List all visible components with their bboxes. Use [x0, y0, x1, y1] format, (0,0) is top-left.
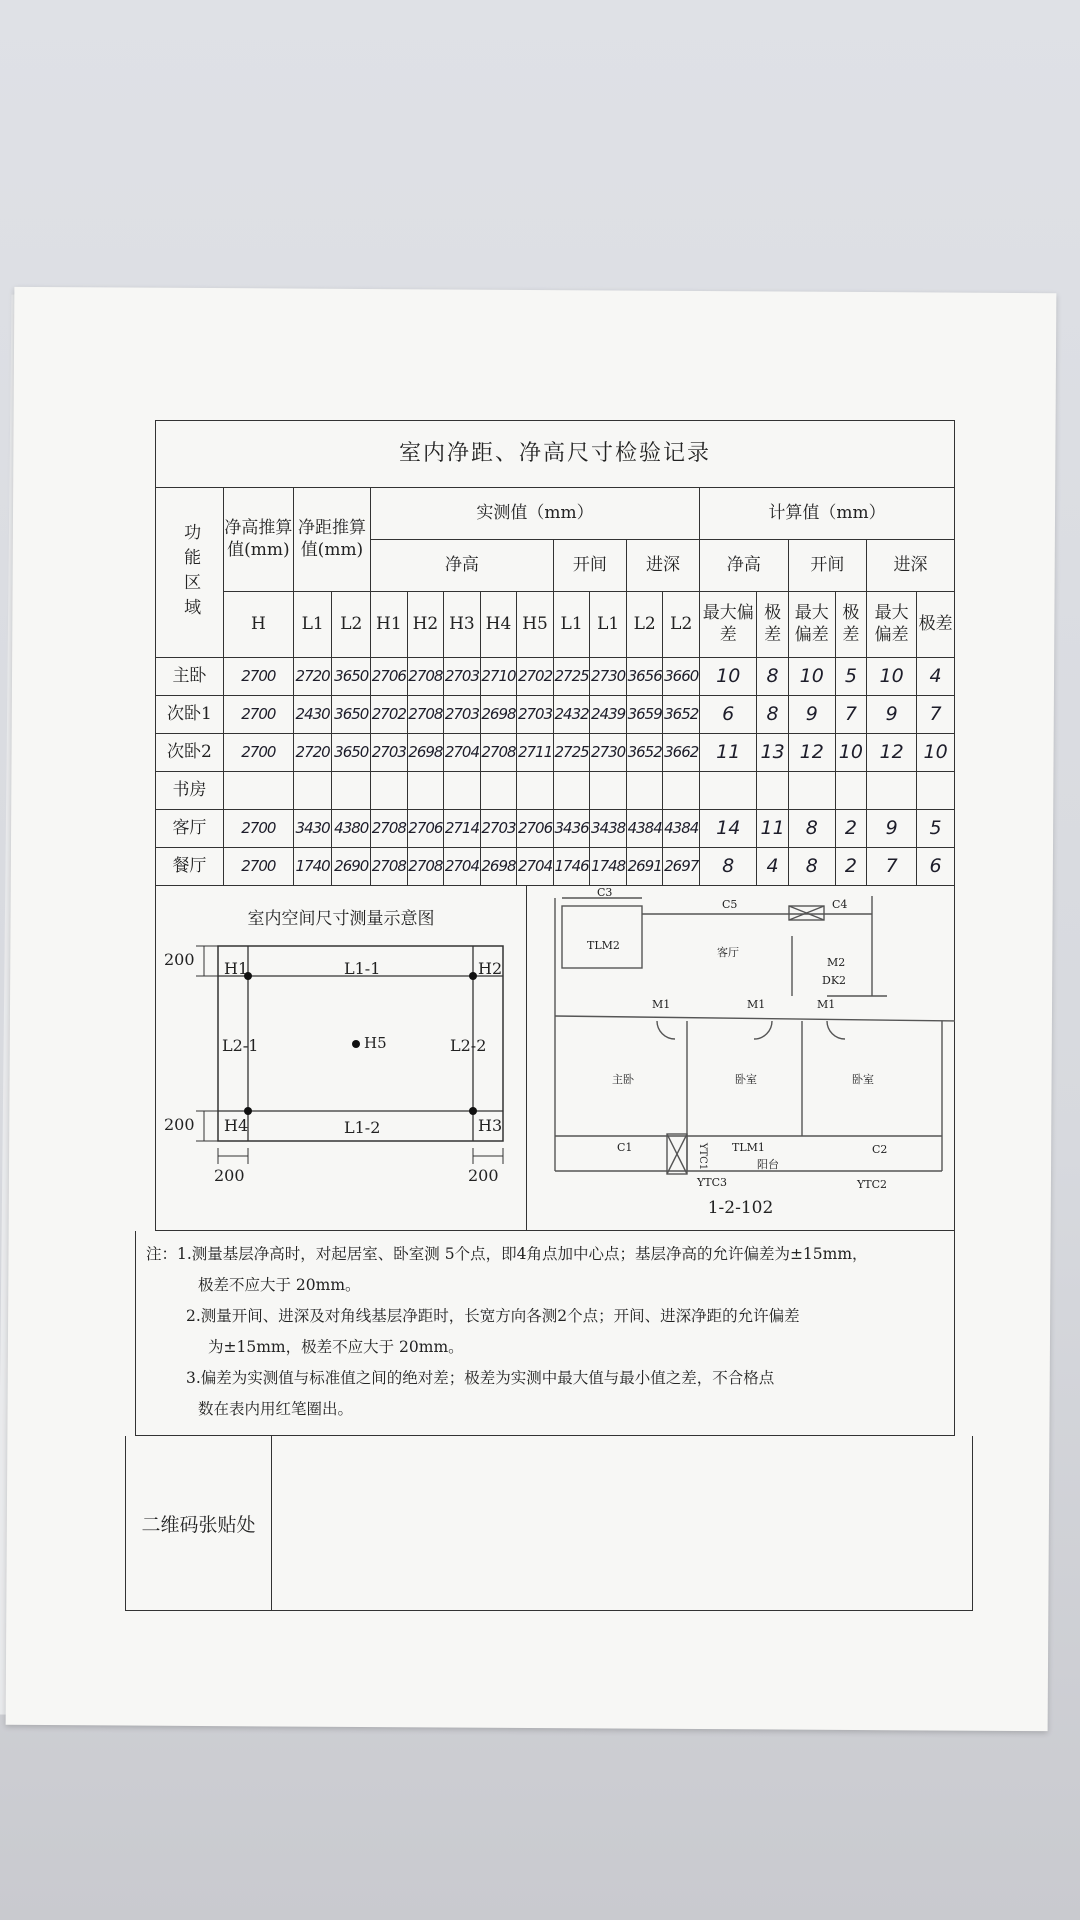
cell-h5: 2704 [517, 848, 554, 886]
cell-ml2a: 2691 [626, 848, 663, 886]
table-row [156, 848, 955, 886]
cell-h4 [480, 772, 517, 810]
cell-h2: 2708 [407, 658, 444, 696]
table-row [156, 772, 955, 810]
note-1-cont: 极差不应大于 20mm。 [198, 1276, 361, 1294]
fp-label-m1c: M1 [817, 998, 836, 1011]
fp-label-living: 客厅 [717, 946, 739, 959]
floor-plan [527, 886, 954, 1230]
header-b-max: 最大偏差 [788, 592, 835, 658]
label-l1-2: L1-2 [344, 1118, 381, 1137]
cell-dmax: 7 [867, 848, 917, 886]
cell-hmax: 8 [700, 848, 757, 886]
cell-h: 2700 [223, 734, 293, 772]
cell-dmax: 10 [867, 658, 917, 696]
header-H2: H2 [407, 592, 444, 658]
qr-paste-area [272, 1436, 972, 1610]
dim-200-left: 200 [214, 1166, 245, 1185]
cell-ml1b: 3438 [590, 810, 627, 848]
header-H4: H4 [480, 592, 517, 658]
header-L2: L2 [332, 592, 371, 658]
fp-label-dk2: DK2 [822, 974, 847, 987]
header-dist-est: 净距推算值(mm) [293, 488, 370, 592]
cell-l2: 4380 [332, 810, 371, 848]
header-L1: L1 [293, 592, 332, 658]
cell-ml1b: 2730 [590, 658, 627, 696]
cell-h3: 2704 [444, 734, 481, 772]
cell-h5: 2706 [517, 810, 554, 848]
cell-h4: 2710 [480, 658, 517, 696]
cell-ml2b: 3660 [663, 658, 700, 696]
table-row [156, 734, 955, 772]
cell-h3 [444, 772, 481, 810]
cell-ml1b: 2730 [590, 734, 627, 772]
cell-l1 [293, 772, 332, 810]
row-area-label: 客厅 [156, 810, 224, 848]
cell-ml1a: 1746 [553, 848, 590, 886]
cell-hmax [700, 772, 757, 810]
cell-ml2b [663, 772, 700, 810]
cell-hmax: 11 [700, 734, 757, 772]
note-3-cont: 数在表内用红笔圈出。 [198, 1400, 354, 1418]
cell-dmax: 12 [867, 734, 917, 772]
floor-plan-svg [527, 886, 955, 1231]
cell-brange: 7 [835, 696, 866, 734]
row-area-label: 书房 [156, 772, 224, 810]
inspection-form [141, 420, 955, 1611]
fp-label-c4: C4 [832, 898, 848, 911]
label-h2: H2 [478, 959, 503, 978]
cell-drange: 7 [917, 696, 955, 734]
dim-200-top: 200 [164, 950, 195, 969]
row-area-label: 主卧 [156, 658, 224, 696]
note-2: 2.测量开间、进深及对角线基层净距时，长宽方向各测2个点；开间、进深净距的允许偏差 [186, 1307, 800, 1325]
label-h4: H4 [224, 1116, 249, 1135]
header-bay: 开间 [553, 540, 626, 592]
cell-h: 2700 [223, 848, 293, 886]
cell-bmax: 10 [788, 658, 835, 696]
measurement-diagram [156, 886, 527, 1230]
fp-label-c2: C2 [872, 1143, 888, 1156]
cell-drange: 4 [917, 658, 955, 696]
row-area-label: 次卧1 [156, 696, 224, 734]
cell-h1: 2708 [371, 810, 408, 848]
qr-label: 二维码张贴处 [126, 1436, 272, 1610]
cell-hmax: 6 [700, 696, 757, 734]
cell-brange [835, 772, 866, 810]
cell-h5: 2711 [517, 734, 554, 772]
header-measured: 实测值（mm） [371, 488, 700, 540]
cell-h4: 2703 [480, 810, 517, 848]
cell-h4: 2698 [480, 696, 517, 734]
cell-ml2a: 4384 [626, 810, 663, 848]
fp-label-c1: C1 [617, 1141, 633, 1154]
cell-ml1a: 2432 [553, 696, 590, 734]
fp-label-master: 主卧 [612, 1073, 634, 1086]
cell-ml1a: 2725 [553, 734, 590, 772]
fp-label-c5: C5 [722, 898, 738, 911]
cell-h2: 2708 [407, 848, 444, 886]
header-net-height: 净高 [371, 540, 554, 592]
cell-h4: 2708 [480, 734, 517, 772]
notes-section [135, 1231, 955, 1436]
cell-l2: 3650 [332, 696, 371, 734]
label-h5: H5 [364, 1034, 387, 1052]
cell-h1: 2706 [371, 658, 408, 696]
cell-drange: 6 [917, 848, 955, 886]
cell-hrange: 4 [757, 848, 788, 886]
cell-hrange: 8 [757, 696, 788, 734]
cell-ml2a: 3652 [626, 734, 663, 772]
header-m-L2b: L2 [663, 592, 700, 658]
label-l2-2: L2-2 [450, 1036, 487, 1055]
cell-h1: 2708 [371, 848, 408, 886]
cell-hrange: 8 [757, 658, 788, 696]
row-area-label: 餐厅 [156, 848, 224, 886]
header-depth: 进深 [626, 540, 699, 592]
cell-h3: 2703 [444, 696, 481, 734]
note-1: 注：1.测量基层净高时，对起居室、卧室测 5个点，即4角点加中心点；基层净高的允许偏差为±15mm， [146, 1245, 868, 1263]
cell-brange: 2 [835, 848, 866, 886]
fp-label-tlm1: TLM1 [732, 1141, 765, 1154]
cell-dmax: 9 [867, 696, 917, 734]
diagram-title: 室内空间尺寸测量示意图 [247, 909, 435, 929]
cell-h1: 2702 [371, 696, 408, 734]
header-H1: H1 [371, 592, 408, 658]
cell-l2: 3650 [332, 658, 371, 696]
cell-dmax [867, 772, 917, 810]
cell-h4: 2698 [480, 848, 517, 886]
cell-brange: 10 [835, 734, 866, 772]
cell-hmax: 10 [700, 658, 757, 696]
header-area: 功能区域 [156, 488, 224, 658]
header-calc-depth: 进深 [867, 540, 955, 592]
cell-ml2a: 3659 [626, 696, 663, 734]
cell-drange: 5 [917, 810, 955, 848]
fp-label-ytc2: YTC2 [857, 1178, 888, 1191]
cell-h: 2700 [223, 658, 293, 696]
cell-h5: 2702 [517, 658, 554, 696]
label-h1: H1 [224, 959, 249, 978]
form-title: 室内净距、净高尺寸检验记录 [156, 421, 955, 488]
cell-l1: 1740 [293, 848, 332, 886]
fp-label-m1a: M1 [652, 998, 671, 1011]
fp-label-ytc3: YTC3 [697, 1176, 728, 1189]
header-d-range: 极差 [917, 592, 955, 658]
cell-ml2b: 3662 [663, 734, 700, 772]
fp-label-bedroom-a: 卧室 [735, 1073, 757, 1086]
cell-dmax: 9 [867, 810, 917, 848]
floor-plan-caption: 1-2-102 [707, 1198, 774, 1218]
cell-ml1a: 2725 [553, 658, 590, 696]
header-h-range: 极差 [757, 592, 788, 658]
label-h3: H3 [478, 1116, 503, 1135]
note-2-cont: 为±15mm，极差不应大于 20mm。 [208, 1338, 464, 1356]
cell-h1 [371, 772, 408, 810]
cell-brange: 5 [835, 658, 866, 696]
cell-h3: 2704 [444, 848, 481, 886]
cell-drange [917, 772, 955, 810]
label-l2-1: L2-1 [222, 1036, 259, 1055]
header-calc-bay: 开间 [788, 540, 866, 592]
cell-l1: 2720 [293, 658, 332, 696]
cell-ml1b: 1748 [590, 848, 627, 886]
cell-bmax: 8 [788, 810, 835, 848]
cell-bmax: 12 [788, 734, 835, 772]
cell-ml2b: 2697 [663, 848, 700, 886]
header-m-L1b: L1 [590, 592, 627, 658]
cell-l1: 3430 [293, 810, 332, 848]
header-H3: H3 [444, 592, 481, 658]
header-H: H [223, 592, 293, 658]
fp-label-m2: M2 [827, 956, 846, 969]
cell-l1: 2430 [293, 696, 332, 734]
fp-label-bedroom-b: 卧室 [852, 1073, 874, 1086]
dim-200-bottom: 200 [164, 1115, 195, 1134]
header-d-max: 最大偏差 [867, 592, 917, 658]
fp-label-c3: C3 [597, 886, 613, 899]
cell-h2 [407, 772, 444, 810]
cell-h [223, 772, 293, 810]
cell-l2: 2690 [332, 848, 371, 886]
cell-hrange: 11 [757, 810, 788, 848]
header-b-range: 极差 [835, 592, 866, 658]
cell-ml1b: 2439 [590, 696, 627, 734]
cell-h3: 2714 [444, 810, 481, 848]
diagram-section [155, 886, 955, 1231]
cell-ml2a [626, 772, 663, 810]
cell-ml1a [553, 772, 590, 810]
fp-label-ytc1: YTC1 [697, 1142, 709, 1171]
cell-h5 [517, 772, 554, 810]
dim-200-right: 200 [468, 1166, 499, 1185]
note-3: 3.偏差为实测值与标准值之间的绝对差；极差为实测中最大值与最小值之差，不合格点 [186, 1369, 775, 1387]
cell-bmax: 9 [788, 696, 835, 734]
row-area-label: 次卧2 [156, 734, 224, 772]
record-table [155, 420, 955, 886]
cell-brange: 2 [835, 810, 866, 848]
qr-section [125, 1436, 973, 1611]
header-h-max: 最大偏差 [700, 592, 757, 658]
header-H5: H5 [517, 592, 554, 658]
cell-ml2a: 3656 [626, 658, 663, 696]
cell-bmax [788, 772, 835, 810]
cell-h: 2700 [223, 696, 293, 734]
header-height-est: 净高推算值(mm) [223, 488, 293, 592]
cell-ml1a: 3436 [553, 810, 590, 848]
table-row [156, 658, 955, 696]
cell-h1: 2703 [371, 734, 408, 772]
fp-label-balcony: 阳台 [757, 1158, 779, 1171]
header-m-L1a: L1 [553, 592, 590, 658]
cell-l1: 2720 [293, 734, 332, 772]
cell-l2: 3650 [332, 734, 371, 772]
header-computed: 计算值（mm） [700, 488, 955, 540]
cell-bmax: 8 [788, 848, 835, 886]
table-row [156, 810, 955, 848]
cell-h2: 2706 [407, 810, 444, 848]
header-calc-net-height: 净高 [700, 540, 789, 592]
cell-ml1b [590, 772, 627, 810]
cell-ml2b: 3652 [663, 696, 700, 734]
cell-h3: 2703 [444, 658, 481, 696]
cell-drange: 10 [917, 734, 955, 772]
cell-l2 [332, 772, 371, 810]
cell-hrange: 13 [757, 734, 788, 772]
cell-ml2b: 4384 [663, 810, 700, 848]
label-l1-1: L1-1 [344, 959, 381, 978]
fp-label-tlm2: TLM2 [587, 939, 620, 952]
cell-h2: 2698 [407, 734, 444, 772]
cell-h2: 2708 [407, 696, 444, 734]
table-row [156, 696, 955, 734]
fp-label-m1b: M1 [747, 998, 766, 1011]
header-m-L2a: L2 [626, 592, 663, 658]
cell-hrange [757, 772, 788, 810]
cell-h5: 2703 [517, 696, 554, 734]
cell-h: 2700 [223, 810, 293, 848]
cell-hmax: 14 [700, 810, 757, 848]
